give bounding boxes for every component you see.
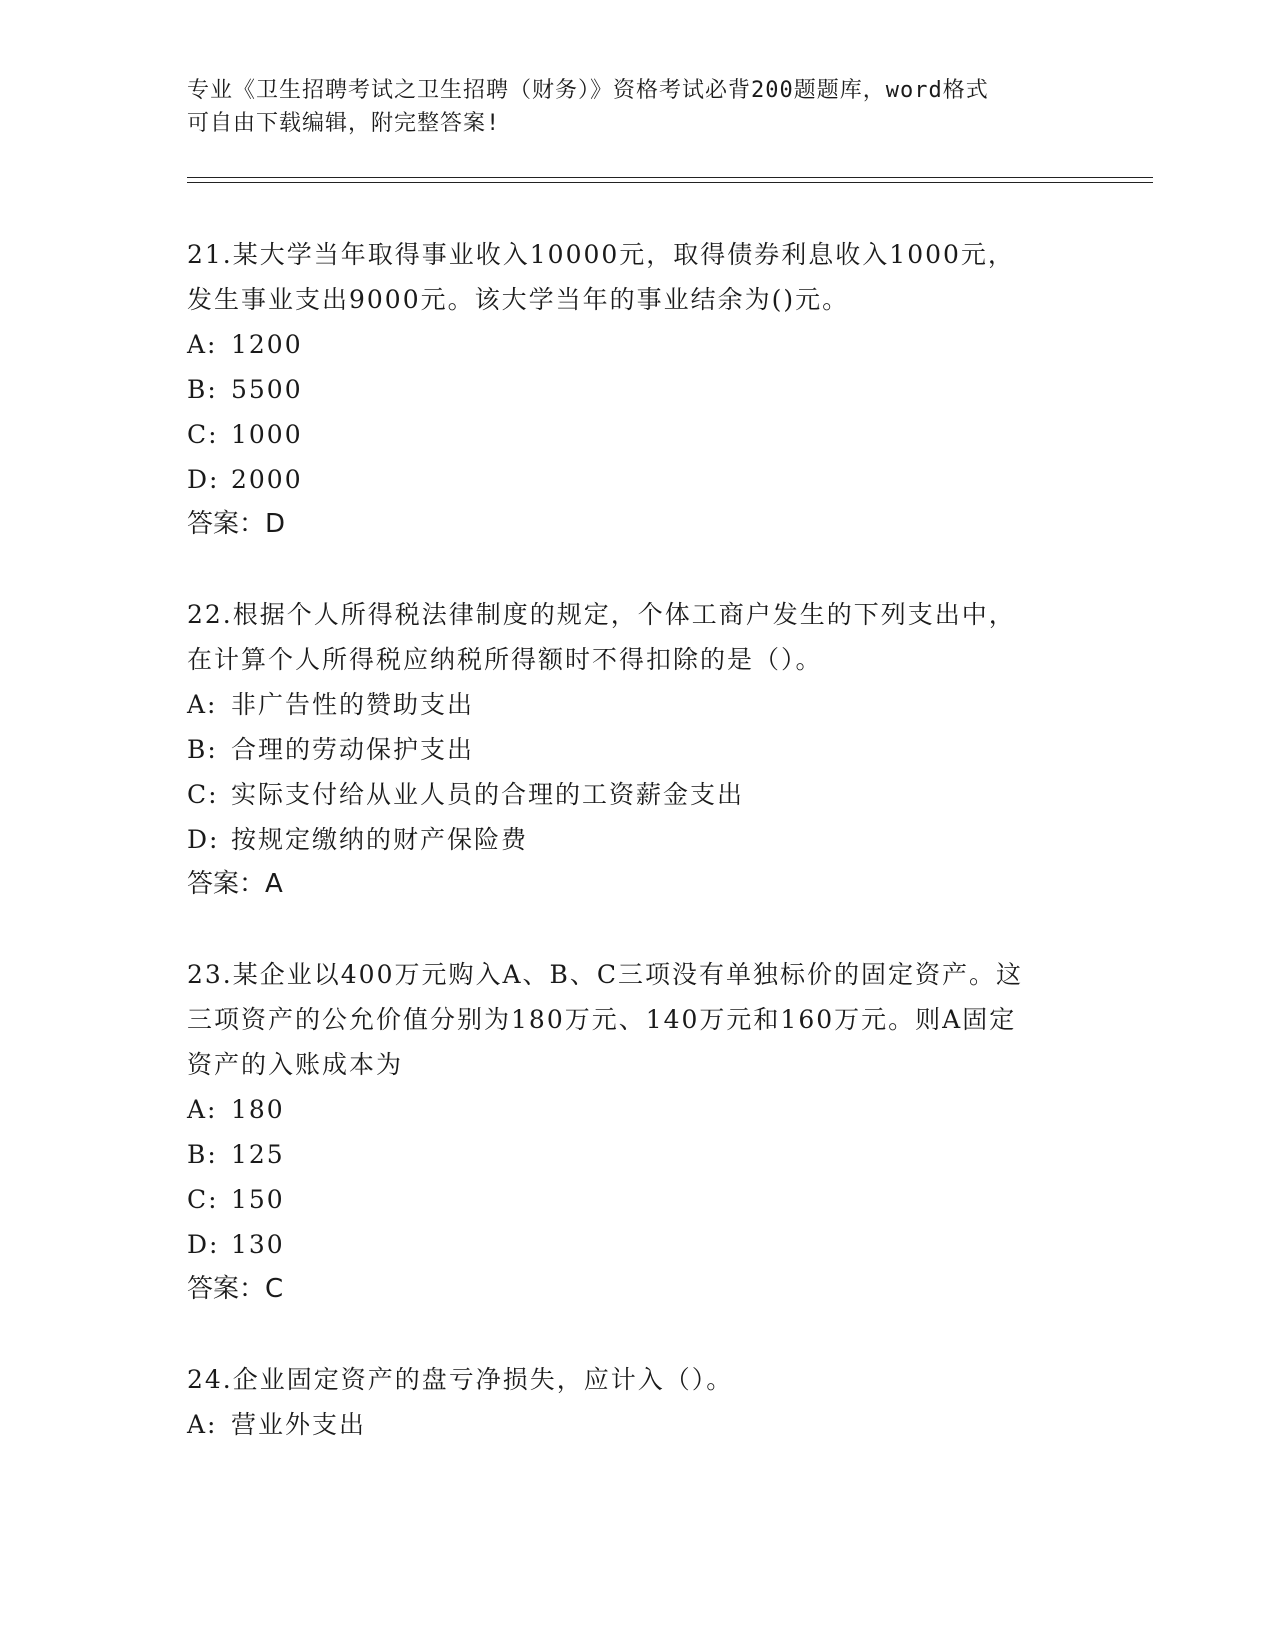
option-text: 150: [231, 1185, 285, 1214]
header-divider-top: [187, 177, 1153, 178]
answer-line: 答案：C: [187, 1274, 284, 1304]
question-21: [187, 232, 1087, 547]
option-b: [187, 367, 1087, 412]
option-letter: A:: [187, 1410, 218, 1439]
option-b: [187, 727, 1087, 772]
header-line-1: 专业《卫生招聘考试之卫生招聘（财务）》资格考试必背200题题库，word格式: [187, 78, 989, 103]
option-letter: D:: [187, 825, 220, 854]
option-letter: B:: [187, 375, 218, 404]
question-stem-line: 发生事业支出9000元。该大学当年的事业结余为()元。: [187, 285, 850, 314]
option-text: 按规定缴纳的财产保险费: [231, 825, 529, 854]
option-letter: A:: [187, 330, 218, 359]
option-text: 180: [231, 1095, 285, 1124]
option-d: [187, 457, 1087, 502]
option-text: 合理的劳动保护支出: [231, 735, 475, 764]
option-text: 125: [231, 1140, 285, 1169]
question-22: [187, 592, 1087, 907]
option-c: [187, 772, 1087, 817]
option-c: [187, 1177, 1087, 1222]
option-a: [187, 322, 1087, 367]
option-text: 非广告性的赞助支出: [231, 690, 475, 719]
option-letter: B:: [187, 735, 218, 764]
question-stem-line: 三项资产的公允价值分别为180万元、140万元和160万元。则A固定: [187, 1005, 1017, 1034]
option-b: [187, 1132, 1087, 1177]
option-letter: A:: [187, 1095, 218, 1124]
option-c: [187, 412, 1087, 457]
option-letter: C:: [187, 420, 219, 449]
question-23: [187, 952, 1087, 1312]
question-stem-line: 23.某企业以400万元购入A、B、C三项没有单独标价的固定资产。这: [187, 960, 1024, 989]
option-text: 实际支付给从业人员的合理的工资薪金支出: [231, 780, 745, 809]
question-stem-line: 21.某大学当年取得事业收入10000元，取得债券利息收入1000元，: [187, 240, 1015, 269]
answer-line: 答案：D: [187, 509, 286, 539]
option-text: 1000: [231, 420, 303, 449]
answer-line: 答案：A: [187, 869, 283, 899]
option-a: [187, 1087, 1087, 1132]
question-stem-line: 22.根据个人所得税法律制度的规定，个体工商户发生的下列支出中，: [187, 600, 1016, 629]
option-letter: A:: [187, 690, 218, 719]
question-stem-line: 在计算个人所得税应纳税所得额时不得扣除的是（）。: [187, 645, 823, 674]
option-a: [187, 1402, 1087, 1447]
question-24: [187, 1357, 1087, 1447]
question-stem-line: 资产的入账成本为: [187, 1050, 404, 1079]
option-text: 2000: [231, 465, 303, 494]
option-letter: C:: [187, 780, 219, 809]
header-line-2: 可自由下载编辑，附完整答案!: [187, 111, 501, 136]
option-letter: B:: [187, 1140, 218, 1169]
option-letter: D:: [187, 1230, 220, 1259]
question-stem-line: 24.企业固定资产的盘亏净损失，应计入（）。: [187, 1365, 734, 1394]
option-text: 130: [231, 1230, 285, 1259]
option-text: 营业外支出: [231, 1410, 367, 1439]
option-letter: D:: [187, 465, 220, 494]
option-a: [187, 682, 1087, 727]
option-d: [187, 1222, 1087, 1267]
document-header: [187, 74, 1087, 140]
option-text: 1200: [231, 330, 303, 359]
option-text: 5500: [231, 375, 303, 404]
option-d: [187, 817, 1087, 862]
option-letter: C:: [187, 1185, 219, 1214]
header-divider-bottom: [187, 182, 1153, 183]
